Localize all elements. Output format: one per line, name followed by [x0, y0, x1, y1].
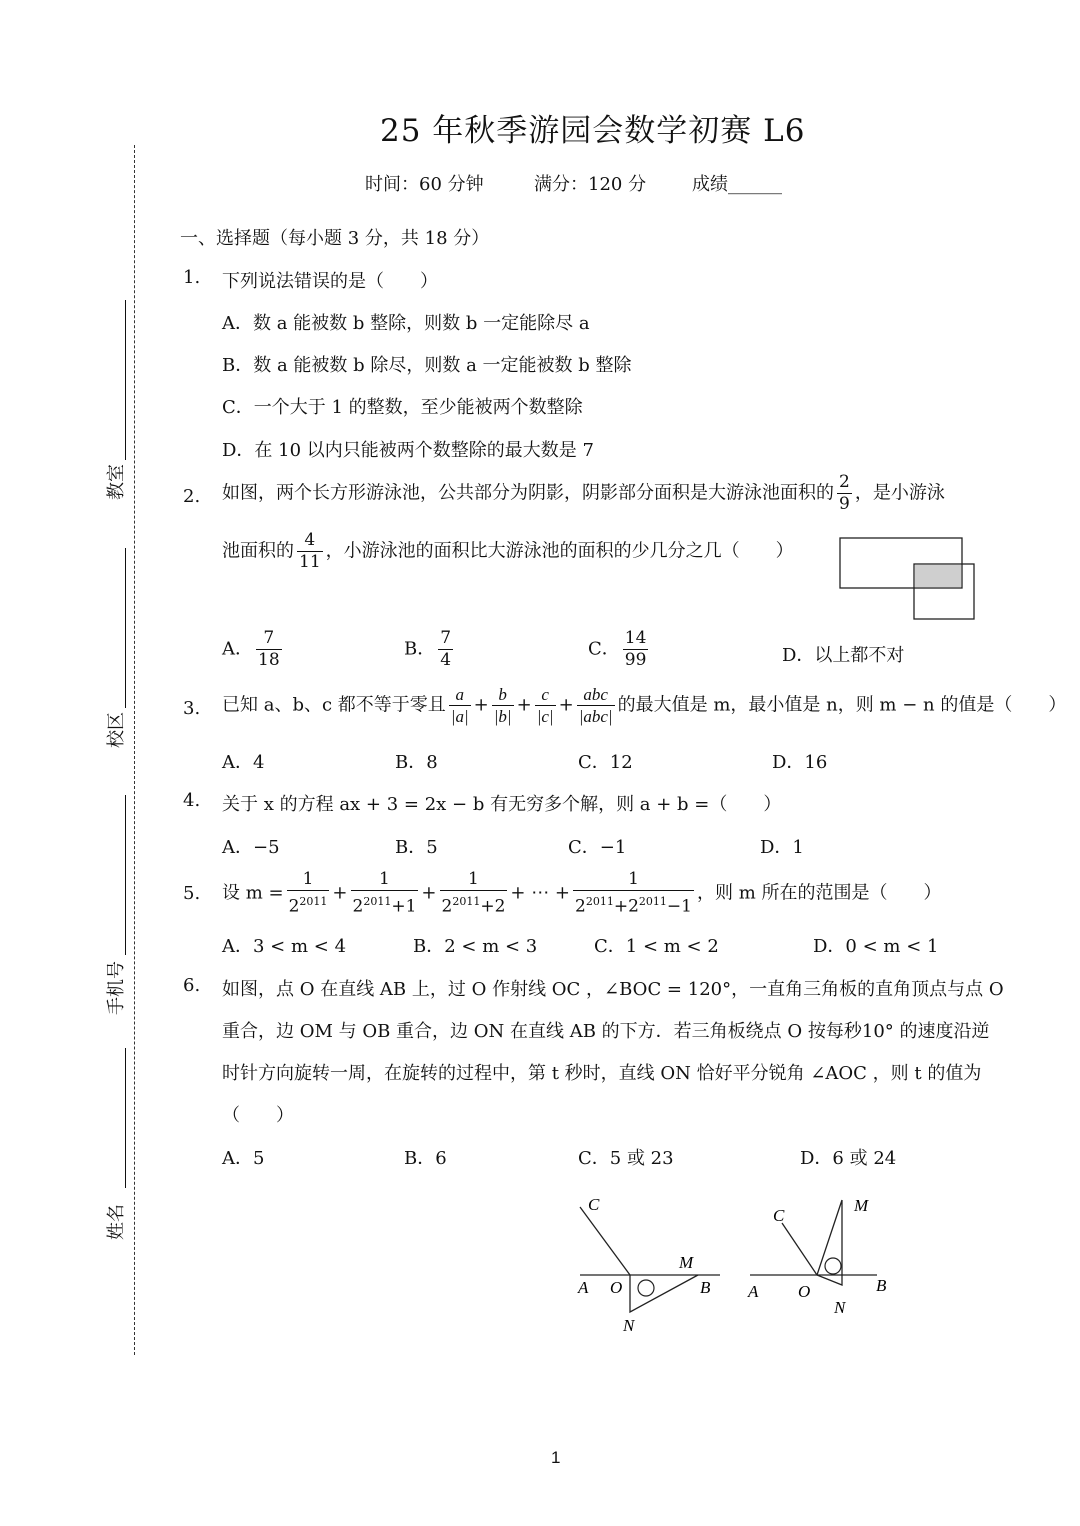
- q2-option-d: D．以上都不对: [782, 645, 905, 666]
- q4-option-b: B．5: [395, 837, 438, 858]
- classroom-label: 教室: [106, 464, 127, 500]
- fig2-label-o: O: [798, 1282, 811, 1301]
- q2-stem2: 池面积的: [222, 540, 294, 562]
- q6-line1: 如图，点 O 在直线 AB 上，过 O 作射线 OC ，∠BOC = 120°，一直角三角板的直角顶点与点 O: [222, 979, 1004, 1000]
- q1-option-b: B．数 a 能被数 b 除尽，则数 a 一定能被数 b 整除: [222, 355, 632, 376]
- phone-label: 手机号: [106, 961, 127, 1015]
- q4-number: 4.: [183, 790, 201, 811]
- classroom-underline: [125, 300, 126, 460]
- fig1-label-m: M: [679, 1253, 694, 1272]
- q5-option-a: A．3 < m < 4: [222, 936, 347, 957]
- q1-number: 1.: [183, 267, 201, 288]
- exam-time: 时间：60 分钟: [365, 174, 484, 195]
- fig1-label-c: C: [588, 1195, 600, 1214]
- q1-option-c: C．一个大于 1 的整数，至少能被两个数整除: [222, 397, 583, 418]
- fig1-label-o: O: [610, 1278, 623, 1297]
- q2-number: 2.: [183, 486, 201, 507]
- q3-stem: 已知 a、b、c 都不等于零且 $\frac{a}{|a|}$ + $\frac{b}{|b|}$ + $\frac{c}{|c|}$ + $\frac{\text{abc}}{\text{|abc|}}$ 的最大值是 m，最小值是 n，则 m − n 的值是（ ）: [222, 685, 1067, 726]
- q6-option-d: D．6 或 24: [800, 1148, 897, 1169]
- q2-stem1: 如图，两个长方形游泳池，公共部分为阴影，阴影部分面积是大游泳池面积的: [222, 482, 834, 504]
- school-label: 校区: [106, 712, 127, 748]
- q1-option-a: A．数 a 能被数 b 整除，则数 b 一定能除尽 a: [222, 313, 590, 334]
- q6-figure-1: [570, 1185, 730, 1345]
- q2-line1: [222, 472, 945, 515]
- q1-stem: 下列说法错误的是（ ）: [222, 271, 438, 292]
- q2-fraction-2-9: $\frac{2}{9}$: [839, 472, 850, 514]
- q4-stem: 关于 x 的方程 ax + 3 = 2x − b 有无穷多个解，则 a + b =（ ）: [222, 794, 782, 815]
- fig1-label-b: B: [700, 1278, 711, 1297]
- exam-score: 成绩______: [692, 174, 782, 195]
- q2-option-c: C． $\frac{14}{99}$: [588, 628, 647, 670]
- q4-option-a: A．−5: [222, 837, 280, 858]
- q3-option-c: C．12: [578, 752, 633, 773]
- q5-option-b: B．2 < m < 3: [413, 936, 538, 957]
- phone-underline: [125, 795, 126, 955]
- q2-pools-figure: [836, 535, 981, 625]
- exam-full-score: 满分：120 分: [534, 174, 647, 195]
- q6-option-a: A．5: [222, 1148, 265, 1169]
- q5-option-c: C．1 < m < 2: [594, 936, 719, 957]
- school-underline: [125, 548, 126, 708]
- q2-stem2b: ，小游泳池的面积比大游泳池的面积的少几分之几（ ）: [325, 540, 794, 562]
- q6-line2: 重合，边 OM 与 OB 重合，边 ON 在直线 AB 的下方．若三角板绕点 O 按每秒10° 的速度沿逆: [222, 1021, 990, 1042]
- page-number: 1: [551, 1448, 561, 1467]
- binding-dashed-line: [134, 145, 135, 1355]
- q3-option-a: A．4: [222, 752, 265, 773]
- q1-option-d: D．在 10 以内只能被两个数整除的最大数是 7: [222, 440, 594, 461]
- q3-option-b: B．8: [395, 752, 438, 773]
- fig2-label-b: B: [876, 1276, 887, 1295]
- q6-option-b: B．6: [404, 1148, 447, 1169]
- q2-fraction-4-11: $\frac{4}{11}$: [299, 530, 321, 572]
- q5-stem: 设 m = $\frac{1}{2^{2011}}$ + $\frac{1}{2^{2011}+1}$ + $\frac{1}{2^{2011}+2}$ + ⋯ + $\frac{1}{2^{2011}+2^{2011}-1}$ ，则 m 所在的范围是（ ）: [222, 869, 942, 917]
- q2-option-a: A． $\frac{7}{18}$: [222, 628, 280, 670]
- q4-option-c: C．−1: [568, 837, 627, 858]
- fig2-label-c: C: [773, 1206, 785, 1225]
- q5-number: 5.: [183, 883, 201, 904]
- q2-stem1b: ，是小游泳: [854, 482, 945, 504]
- q6-number: 6.: [183, 975, 201, 996]
- fig1-label-a: A: [578, 1278, 589, 1297]
- section-heading: 一、选择题（每小题 3 分，共 18 分）: [180, 228, 490, 249]
- fig2-label-a: A: [748, 1282, 759, 1301]
- q3-number: 3.: [183, 698, 201, 719]
- q3-option-d: D．16: [772, 752, 828, 773]
- q6-line3: 时针方向旋转一周，在旋转的过程中，第 t 秒时，直线 ON 恰好平分锐角 ∠AOC ，则 t 的值为: [222, 1063, 982, 1084]
- name-label: 姓名: [106, 1204, 127, 1240]
- page-title: 25 年秋季游园会数学初赛 L6: [380, 113, 806, 149]
- q4-option-d: D．1: [760, 837, 804, 858]
- q6-line4: （ ）: [222, 1105, 294, 1126]
- fig2-label-m: M: [854, 1196, 869, 1215]
- q6-figure-2: [742, 1185, 902, 1345]
- q5-option-d: D．0 < m < 1: [813, 936, 939, 957]
- fig1-label-n: N: [623, 1316, 635, 1335]
- q6-option-c: C．5 或 23: [578, 1148, 674, 1169]
- q2-option-b: B． $\frac{7}{4}$: [404, 628, 452, 670]
- q2-line2: [222, 530, 794, 573]
- name-underline: [125, 1048, 126, 1188]
- fig2-label-n: N: [834, 1298, 846, 1317]
